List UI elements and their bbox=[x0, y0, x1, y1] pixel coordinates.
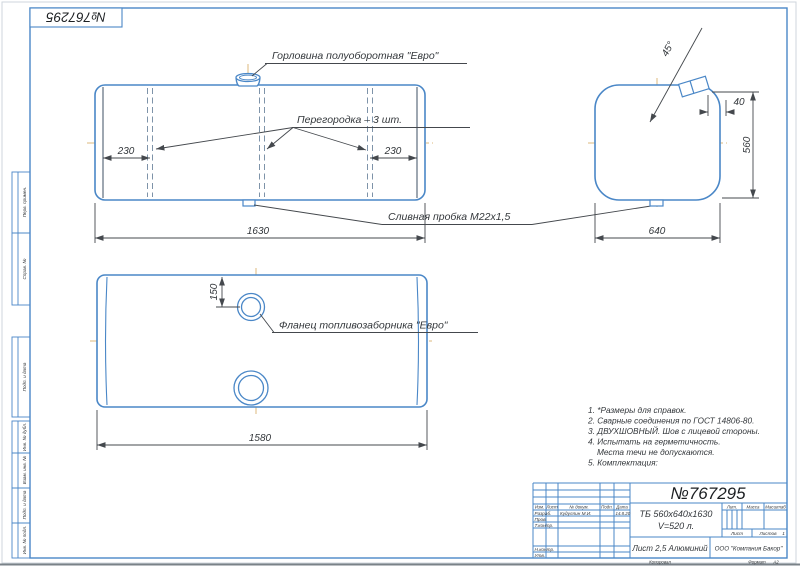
dim-cross-height: 560 bbox=[742, 136, 753, 154]
border-label-podp1: Подп. и дата bbox=[22, 362, 27, 392]
lower-port bbox=[234, 371, 268, 405]
title-copied: Копировал bbox=[649, 559, 671, 565]
title-material: Лист 2,5 Алюминий bbox=[632, 544, 708, 553]
title-dev-name: Кудуллин М.И. bbox=[560, 511, 592, 516]
note-1: 1. *Размеры для справок. bbox=[588, 405, 687, 415]
title-sheets-value: 1 bbox=[782, 531, 785, 536]
border-attribute-boxes bbox=[12, 172, 30, 558]
dim-neck-angle: 45° bbox=[659, 39, 677, 59]
top-view bbox=[90, 268, 434, 414]
label-partition: Перегородка – 3 шт. bbox=[297, 114, 402, 126]
note-4: 4. Испытать на герметичность. bbox=[588, 436, 721, 447]
cross-drain-plug bbox=[650, 200, 663, 206]
label-drain-plug: Сливная пробка М22х1,5 bbox=[388, 211, 511, 223]
title-sheet: Лист bbox=[730, 531, 744, 536]
cross-outline bbox=[595, 85, 720, 200]
border-label-sprav: Справ. № bbox=[22, 258, 27, 280]
dim-cross-width: 640 bbox=[648, 226, 666, 237]
title-sheets: Листов bbox=[759, 531, 777, 536]
title-row-approve: Утв. bbox=[534, 553, 546, 558]
title-format-value: А2 bbox=[773, 559, 779, 565]
title-mass: Масса bbox=[746, 504, 760, 510]
note-3: 3. ДВУХШОВНЫЙ. Шов с лицевой стороны. bbox=[588, 426, 760, 436]
stamp-number: №767295 bbox=[46, 9, 106, 25]
filler-neck-callout bbox=[252, 64, 467, 77]
drain-plug bbox=[243, 200, 255, 206]
border-label-inv-podl: Инв. № подл. bbox=[22, 525, 27, 555]
border-label-podp2: Подп. и дата bbox=[22, 490, 27, 520]
cross-section-view bbox=[588, 76, 727, 207]
side-view bbox=[87, 64, 433, 206]
doc-number-stamp bbox=[30, 8, 122, 27]
title-block-text bbox=[535, 484, 787, 565]
technical-notes bbox=[587, 405, 760, 468]
label-filler-neck: Горловина полуоборотная "Евро" bbox=[272, 50, 439, 62]
title-col-izm: Изм. bbox=[534, 504, 545, 510]
title-company: ООО "Компания Бакор" bbox=[714, 545, 783, 553]
border-attribute-labels bbox=[22, 187, 27, 555]
border-label-vzam: Взам. инв. № bbox=[22, 455, 27, 485]
title-lit: Лит. bbox=[726, 504, 738, 510]
border-label-inv-dubl: Инв. № дубл. bbox=[22, 422, 27, 452]
filler-neck bbox=[236, 74, 260, 87]
title-col-doc: № докум. bbox=[569, 504, 589, 510]
title-scale: Масштаб bbox=[765, 504, 786, 510]
title-col-list: Лист bbox=[546, 504, 558, 510]
title-volume: V=520 л. bbox=[657, 521, 695, 531]
dim-neck-offset: 40 bbox=[733, 97, 745, 108]
title-col-sign: Подп. bbox=[601, 504, 613, 510]
flange-port bbox=[238, 294, 265, 321]
title-doc-number: №767295 bbox=[670, 484, 746, 503]
note-4b: Места течи не допускаются. bbox=[597, 447, 715, 457]
border-label-perv: Перв. примен. bbox=[22, 186, 27, 218]
title-dev-date: 14.8.20 bbox=[615, 511, 631, 516]
dim-side-left: 230 bbox=[117, 146, 135, 157]
note-5: 5. Комплектация: bbox=[588, 457, 658, 468]
label-flange: Фланец топливозаборника "Евро" bbox=[279, 319, 448, 332]
title-row-dev: Разраб. bbox=[534, 511, 552, 516]
note-2: 2. Сварные соединения по ГОСТ 14806-80. bbox=[588, 415, 755, 426]
dim-side-length: 1630 bbox=[246, 226, 270, 237]
dim-side-right: 230 bbox=[384, 146, 402, 157]
title-row-ncontr: Н.контр. bbox=[534, 547, 555, 552]
title-format-label: Формат bbox=[748, 559, 766, 565]
dim-flange-offset: 150 bbox=[209, 283, 220, 301]
title-col-date: Дата bbox=[616, 504, 628, 510]
title-designation: ТБ 560х640х1630 bbox=[639, 509, 713, 519]
title-row-check: Пров. bbox=[534, 517, 547, 522]
title-row-tcontr: Т.контр. bbox=[534, 523, 554, 528]
dim-top-length: 1580 bbox=[248, 433, 272, 444]
